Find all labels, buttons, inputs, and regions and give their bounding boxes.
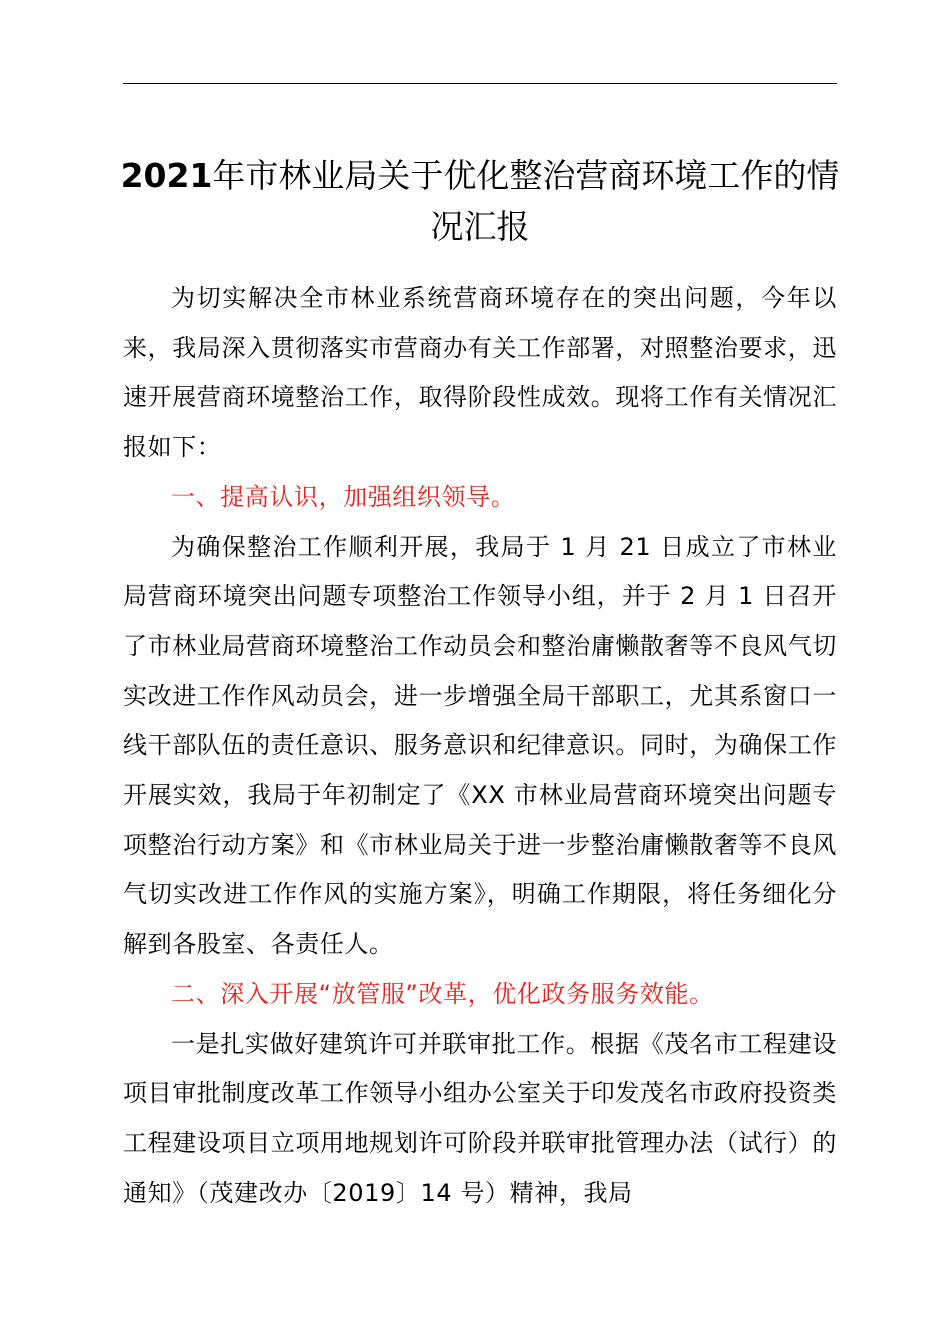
intro-paragraph: 为切实解决全市林业系统营商环境存在的突出问题，今年以来，我局深入贯彻落实市营商办有关工作部署，对照整治要求，迅速开展营商环境整治工作，取得阶段性成效。现将工作有关情况汇报如下： — [123, 284, 837, 462]
section-2-heading: 二、深入开展“放管服”改革，优化政务服务效能。 — [171, 979, 714, 1008]
section-1-heading: 一、提高认识，加强组织领导。 — [171, 482, 516, 511]
section-2-paragraph: 一是扎实做好建筑许可并联审批工作。根据《茂名市工程建设项目审批制度改革工作领导小组办公室关于印发茂名市政府投资类工程建设项目立项用地规划许可阶段并联审批管理办法（试行）的通知》（茂建改办〔2019〕14 号）精神，我局 — [123, 1029, 837, 1207]
title-text: 年市林业局关于优化整治营商环境工作的情况汇报 — [212, 156, 840, 246]
header-rule — [123, 83, 837, 84]
section-1-paragraph: 为确保整治工作顺利开展，我局于 1 月 21 日成立了市林业局营商环境突出问题专项整治工作领导小组，并于 2 月 1 日召开了市林业局营商环境整治工作动员会和整治庸懒散奢等不良风气切实改进工作作风动员会，进一步增强全局干部职工，尤其系窗口一线干部队伍的责任意识、服务意识和纪律意识。同时，为确保工作开展实效，我局于年初制定了《XX 市林业局营商环境突出问题专项整治行动方案》和《市林业局关于进一步整治庸懒散奢等不良风气切实改进工作作风的实施方案》，明确工作期限，将任务细化分解到各股室、各责任人。 — [123, 532, 837, 959]
title-year: 2021 — [120, 156, 213, 195]
document-body — [123, 274, 837, 1218]
page-title — [110, 150, 850, 252]
